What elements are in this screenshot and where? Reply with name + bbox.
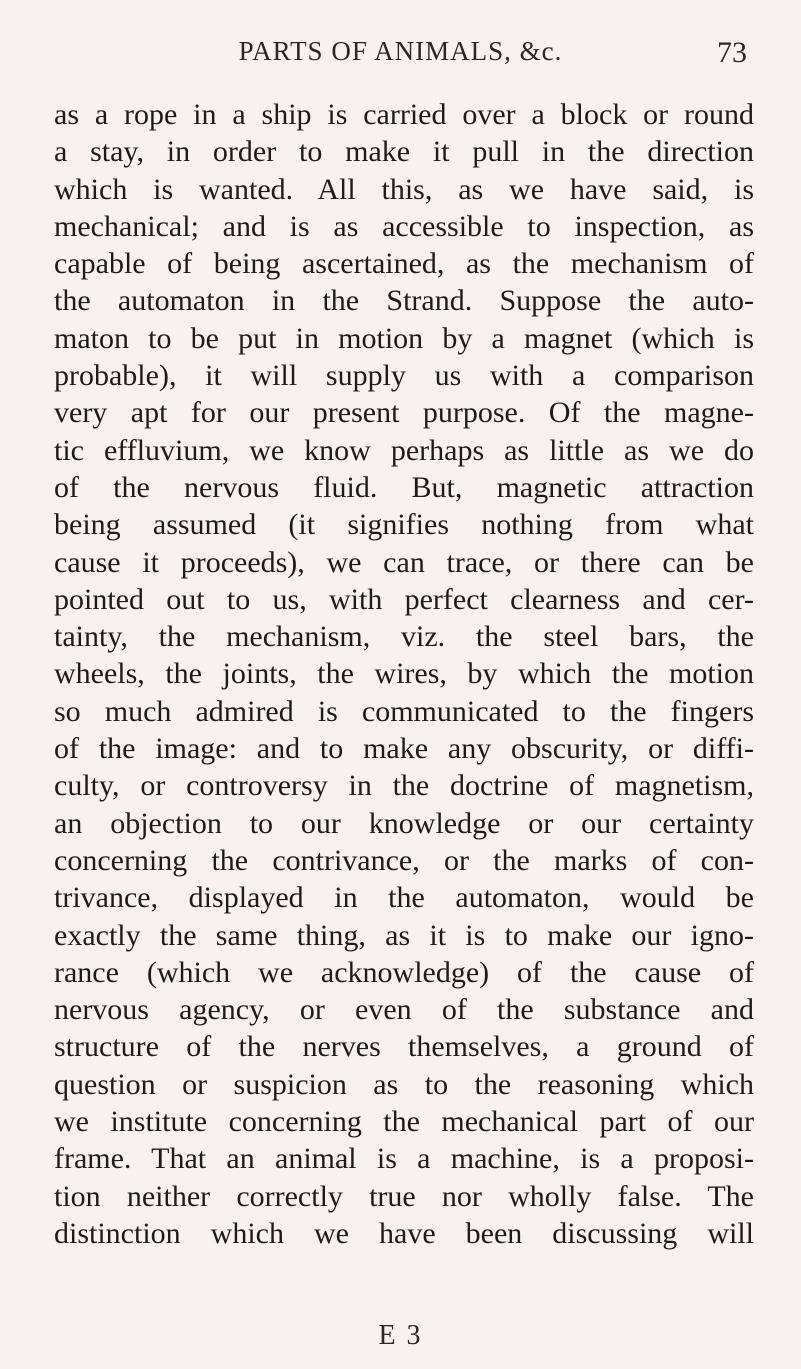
text-line: mechanical; and is as accessible to inspection, as <box>54 209 754 243</box>
running-title: PARTS OF ANIMALS, &c. <box>238 36 563 66</box>
text-line: question or suspicion as to the reasoning which <box>54 1067 754 1101</box>
running-head <box>54 36 747 76</box>
page-number: 73 <box>717 36 747 69</box>
text-line: probable), it will supply us with a comparison <box>54 359 754 393</box>
text-line: so much admired is communicated to the fingers <box>54 694 754 728</box>
text-line: frame. That an animal is a machine, is a proposi- <box>54 1142 754 1176</box>
text-line: as a rope in a ship is carried over a block or round <box>54 98 754 131</box>
text-line: cause it proceeds), we can trace, or there can be <box>54 545 754 579</box>
text-line: tainty, the mechanism, viz. the steel bars, the <box>54 620 754 654</box>
text-line: tion neither correctly true nor wholly false. The <box>54 1179 754 1213</box>
text-line: concerning the contrivance, or the marks of con- <box>54 843 754 877</box>
text-line: pointed out to us, with perfect clearness and cer- <box>54 582 754 616</box>
text-line: the automaton in the Strand. Suppose the auto- <box>54 284 754 318</box>
text-line: of the image: and to make any obscurity, or diffi- <box>54 732 754 766</box>
text-line: exactly the same thing, as it is to make our igno- <box>54 918 754 952</box>
text-line: structure of the nerves themselves, a ground of <box>54 1030 754 1064</box>
text-line: wheels, the joints, the wires, by which the motion <box>54 657 754 691</box>
text-line: capable of being ascertained, as the mechanism of <box>54 247 754 281</box>
text-line: nervous agency, or even of the substance and <box>54 993 754 1027</box>
text-line: culty, or controversy in the doctrine of magnetism, <box>54 769 754 803</box>
text-line: we institute concerning the mechanical part of our <box>54 1105 754 1139</box>
body-text <box>54 96 754 1252</box>
text-line: very apt for our present purpose. Of the magne- <box>54 396 754 430</box>
text-line: tic effluvium, we know perhaps as little as we do <box>54 433 754 467</box>
text-line: trivance, displayed in the automaton, would be <box>54 881 754 915</box>
signature-mark: E 3 <box>378 1320 423 1351</box>
text-line: distinction which we have been discussing will <box>54 1216 754 1250</box>
text-line: maton to be put in motion by a magnet (which is <box>54 321 754 355</box>
text-line: an objection to our knowledge or our certainty <box>54 806 754 840</box>
text-line: of the nervous fluid. But, magnetic attraction <box>54 470 754 504</box>
text-line: rance (which we acknowledge) of the cause of <box>54 955 754 989</box>
text-line: being assumed (it signifies nothing from what <box>54 508 754 542</box>
text-line: which is wanted. All this, as we have said, is <box>54 172 754 206</box>
text-line: a stay, in order to make it pull in the direction <box>54 135 754 169</box>
